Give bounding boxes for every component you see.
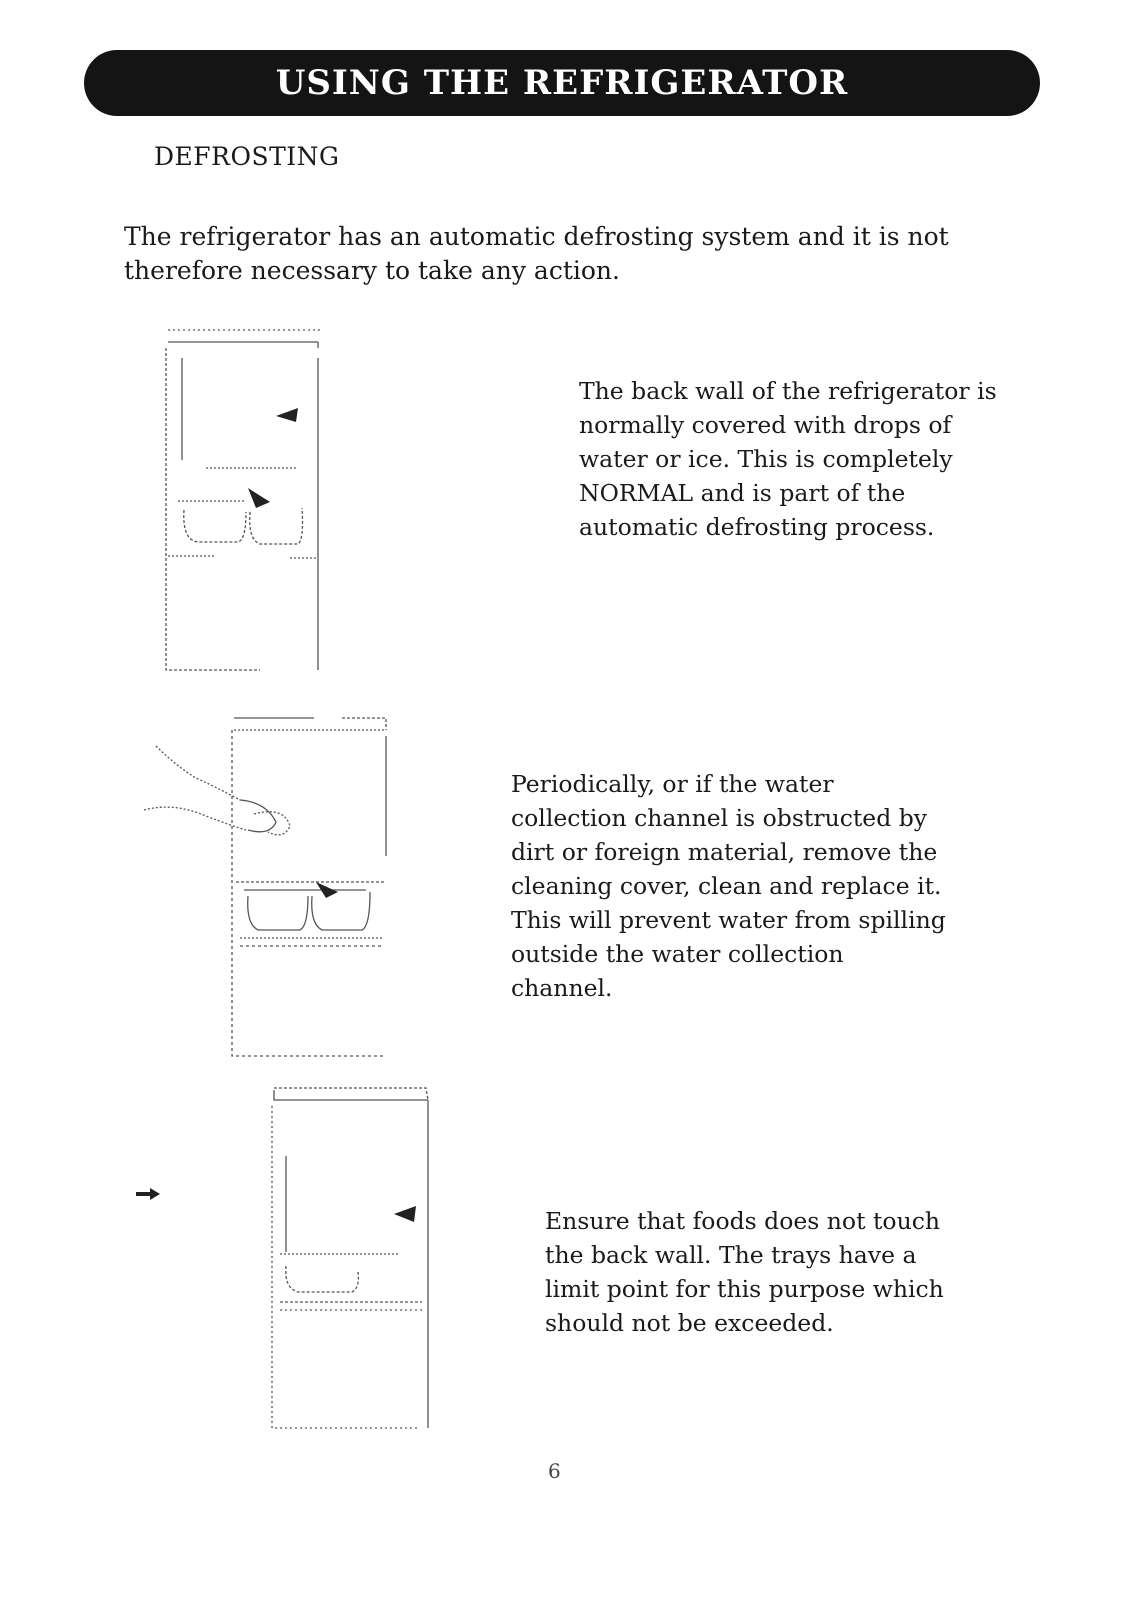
fridge-back-wall-illustration <box>150 318 340 680</box>
tray-limit-illustration <box>130 1076 440 1438</box>
page-number: 6 <box>548 1459 561 1483</box>
paragraph-tray-limit: Ensure that foods does not touch the back wall. The trays have a limit point for this purpose which should not be exceeded. <box>545 1207 944 1337</box>
intro-paragraph: The refrigerator has an automatic defrosting system and it is not therefore necessary to take any action. <box>124 222 949 285</box>
page-title: USING THE REFRIGERATOR <box>275 63 849 103</box>
header-banner <box>84 50 1040 116</box>
paragraph-back-wall: The back wall of the refrigerator is normally covered with drops of water or ice. This is completely NORMAL and is part of the automatic defrosting process. <box>579 377 997 541</box>
paragraph-cleaning-cover: Periodically, or if the water collection channel is obstructed by dirt or foreign material, remove the cleaning cover, clean and replace it. This will prevent water from spilling outside the water collection channel. <box>511 770 946 1002</box>
cleaning-cover-illustration <box>136 706 396 1064</box>
section-heading: DEFROSTING <box>154 142 340 171</box>
